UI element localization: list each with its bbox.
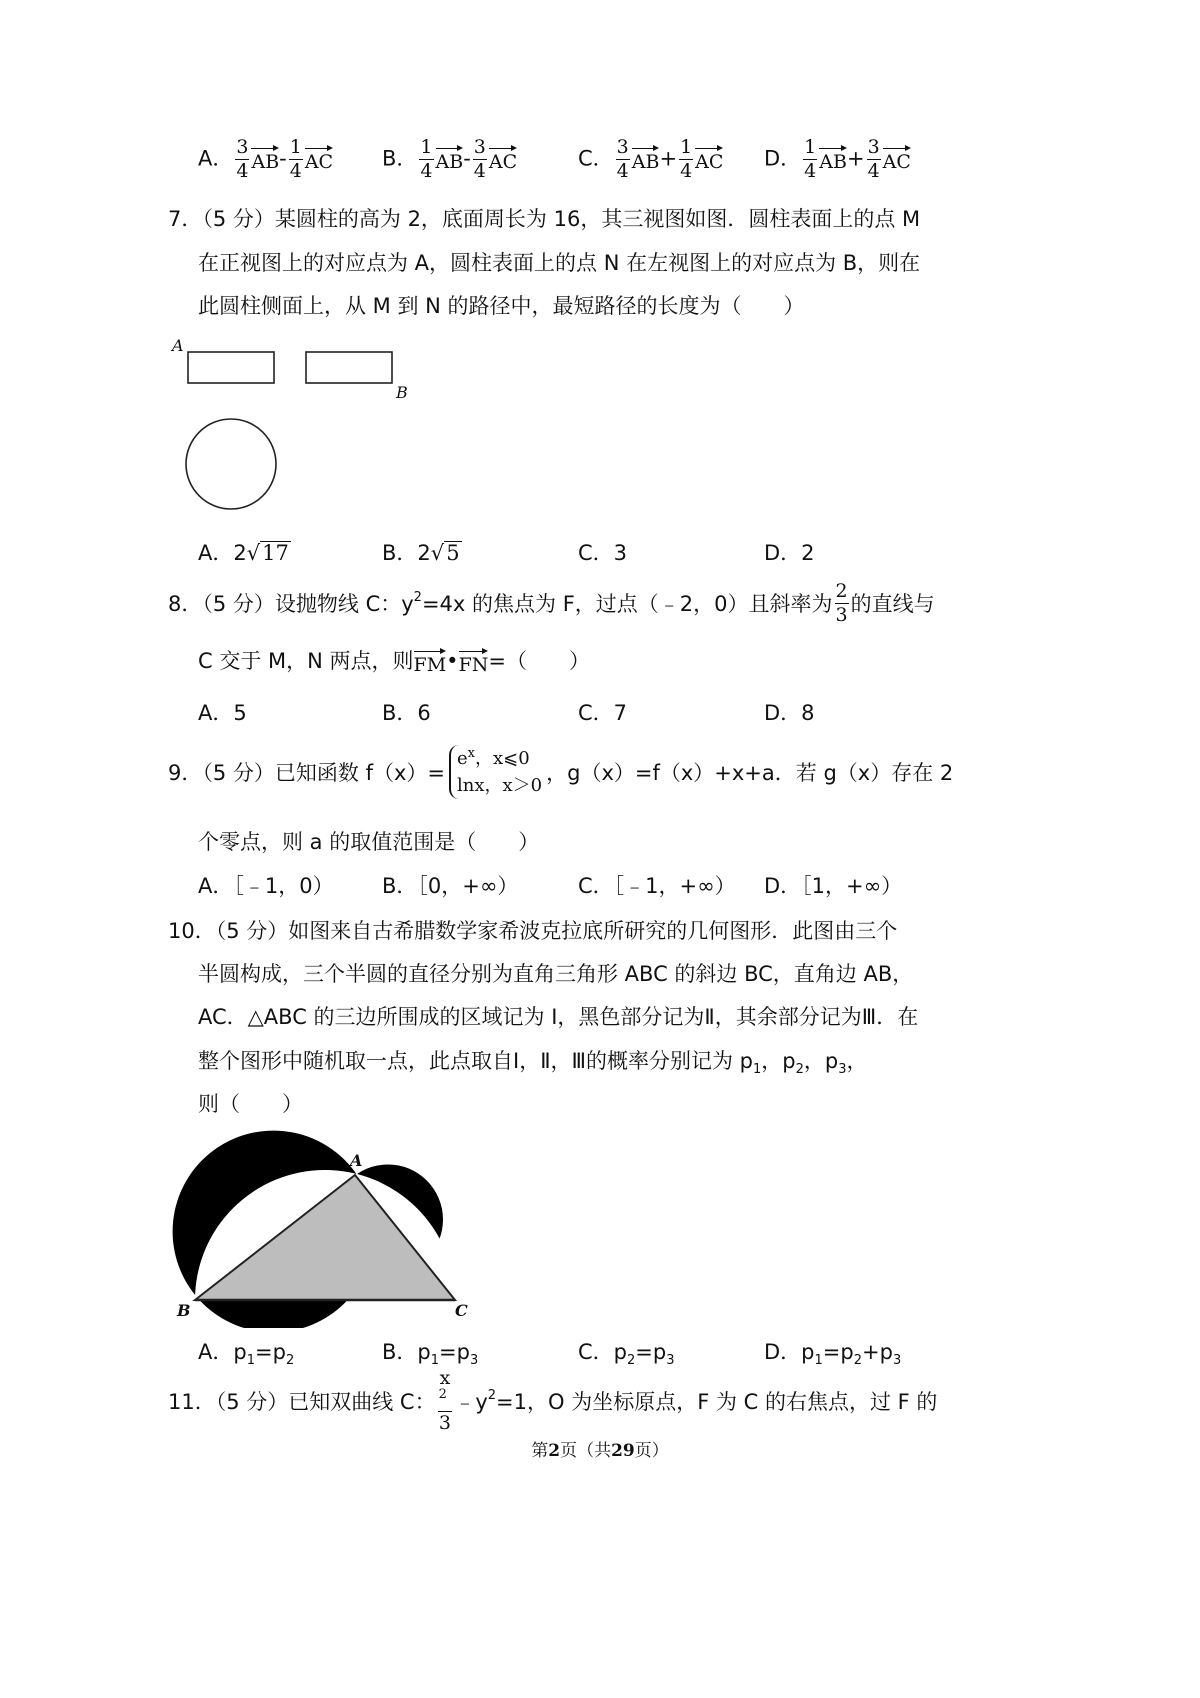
- piecewise-function: $e^x$，x⩽0 lnx，x＞0: [449, 745, 542, 798]
- q6-options: [198, 138, 958, 188]
- side-view-rect: [306, 352, 392, 383]
- q9-option-c: C．［﹣1，+∞）: [578, 874, 736, 898]
- q8-option-d: D．8: [764, 701, 815, 725]
- fraction: $\frac{3}{4}$: [616, 136, 629, 182]
- q10-line-5: 则（ ）: [198, 1092, 303, 1116]
- q11-line-1: 11．（5 分）已知双曲线 C： x $^2$ 3 ﹣y $^2$ =1，O 为坐标原点，F 为 C 的右焦点，过 F 的: [168, 1366, 938, 1435]
- q8-option-b: B．6: [382, 701, 431, 725]
- q7-option-d: D．2: [764, 541, 815, 565]
- page-footer: 第2页（共29页）: [531, 1441, 669, 1461]
- q10-option-a: A．$p_1=p_2$: [198, 1340, 295, 1369]
- q7-options: [198, 537, 958, 567]
- front-view-rect: [188, 352, 274, 383]
- q10-line-4: 整个图形中随机取一点，此点取自Ⅰ，Ⅱ，Ⅲ的概率分别记为 $p_1$，$p_2$，$p_3$，: [198, 1049, 868, 1078]
- q9-option-a: A．［﹣1，0）: [198, 874, 334, 898]
- fraction: $\frac{3}{4}$: [473, 136, 486, 182]
- q8-option-c: C．7: [578, 701, 628, 725]
- top-view-circle: [186, 419, 276, 509]
- q9-option-d: D．［1，+∞）: [764, 874, 903, 898]
- q10-line-3: AC．△ABC 的三边所围成的区域记为 I，黑色部分记为Ⅱ，其余部分记为Ⅲ．在: [198, 1005, 919, 1029]
- label-b: B: [396, 383, 408, 402]
- vector: AC: [695, 146, 723, 173]
- q10-option-d: D．$p_1=p_2+p_3$: [764, 1340, 902, 1369]
- hippocrates-lunes-figure: [165, 1128, 485, 1328]
- label-b: B: [177, 1301, 191, 1320]
- three-view-figure: [165, 335, 425, 525]
- q6-option-a: A． $\frac{3}{4}$ AB- $\frac{1}{4}$ AC: [198, 136, 334, 182]
- q7-option-a: A．2√17: [198, 541, 289, 565]
- q9-line-1: 9．（5 分）已知函数 f（x）= $e^x$，x⩽0 lnx，x＞0 ，g（x）=f（x）+x+a．若 g（x）存在 2: [168, 742, 953, 802]
- q10-option-c: C．$p_2=p_3$: [578, 1340, 675, 1369]
- vector: AB: [632, 146, 660, 173]
- fraction: $\frac{1}{4}$: [804, 136, 817, 182]
- vector: AC: [883, 146, 911, 173]
- radical-sign: √: [246, 541, 261, 565]
- fraction: $\frac{3}{4}$: [867, 136, 880, 182]
- q8-options: [198, 697, 958, 727]
- q6-option-d: D． $\frac{1}{4}$ AB+ $\frac{3}{4}$ AC: [764, 136, 911, 182]
- q9-options: [198, 870, 958, 900]
- label-a: A: [172, 336, 184, 355]
- vector: AC: [489, 146, 517, 173]
- radical-sign: √: [430, 541, 445, 565]
- q6-option-b: B． $\frac{1}{4}$ AB- $\frac{3}{4}$ AC: [382, 136, 518, 182]
- vector: AC: [305, 146, 333, 173]
- q10-line-2: 半圆构成，三个半圆的直径分别为直角三角形 ABC 的斜边 BC，直角边 AB，: [198, 962, 914, 986]
- q10-options: [198, 1336, 958, 1369]
- vector: AB: [251, 146, 279, 173]
- q7-line-2: 在正视图上的对应点为 A，圆柱表面上的点 N 在左视图上的对应点为 B，则在: [198, 251, 921, 275]
- q10-option-b: B．$p_1=p_3$: [382, 1340, 479, 1369]
- fraction: $\frac{1}{4}$: [680, 136, 693, 182]
- vector: AB: [436, 146, 464, 173]
- label-a: A: [350, 1151, 363, 1170]
- q7-line-1: 7．（5 分）某圆柱的高为 2，底面周长为 16，其三视图如图．圆柱表面上的点 M: [168, 207, 921, 231]
- q7-line-3: 此圆柱侧面上，从 M 到 N 的路径中，最短路径的长度为（ ）: [198, 294, 805, 318]
- vector: FN: [459, 649, 489, 676]
- fraction: $\frac{3}{4}$: [236, 136, 249, 182]
- q6-option-c: C． $\frac{3}{4}$ AB+ $\frac{1}{4}$ AC: [578, 136, 724, 182]
- vector: FM: [414, 649, 447, 676]
- q8-line-2: C 交于 M，N 两点，则FM•FN=（ ）: [198, 649, 590, 676]
- q8-option-a: A．5: [198, 701, 247, 725]
- fraction: $\frac{2}{3}$: [835, 579, 848, 626]
- fraction: $\frac{1}{4}$: [289, 136, 302, 182]
- fraction: x $^2$ 3: [438, 1366, 452, 1435]
- fraction: $\frac{1}{4}$: [420, 136, 433, 182]
- vector: AB: [819, 146, 847, 173]
- q7-option-c: C．3: [578, 541, 628, 565]
- q7-option-b: B．2√5: [382, 541, 460, 565]
- q8-line-1: 8．（5 分）设抛物线 C：y $^2$ =4x 的焦点为 F，过点（﹣2，0）且斜率为 $\frac{2}{3}$ 的直线与: [168, 579, 935, 626]
- q10-line-1: 10．（5 分）如图来自古希腊数学家希波克拉底所研究的几何图形．此图由三个: [168, 919, 898, 943]
- q9-option-b: B．［0，+∞）: [382, 874, 519, 898]
- label-c: C: [455, 1301, 468, 1320]
- q9-line-2: 个零点，则 a 的取值范围是（ ）: [198, 830, 540, 854]
